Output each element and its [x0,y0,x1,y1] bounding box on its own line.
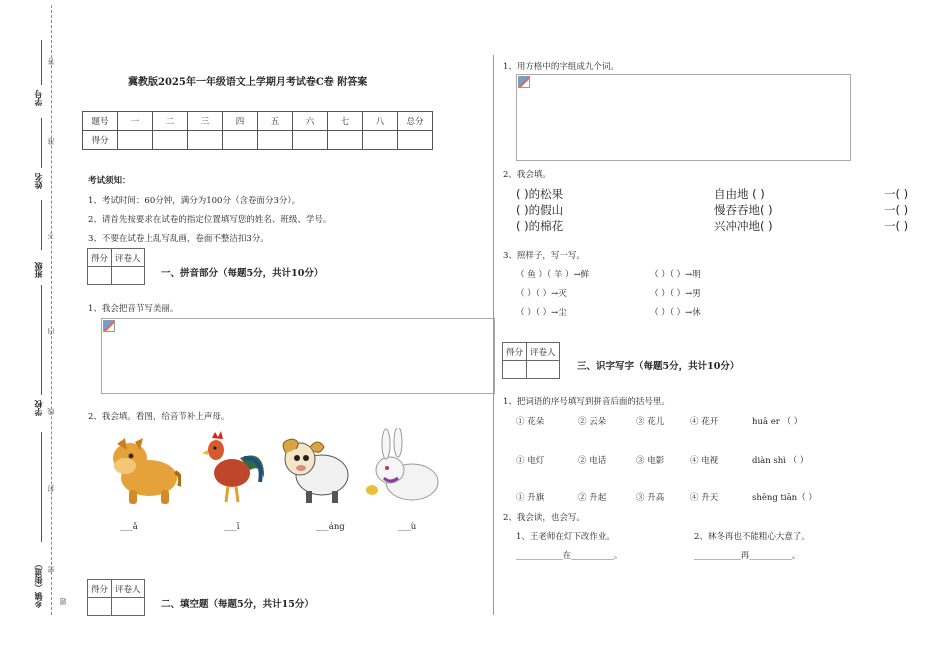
score-cell[interactable] [223,131,258,150]
score-box-2 [87,579,145,616]
word-1-4: ④ 花开 [690,417,719,427]
header-cell: 七 [328,112,363,131]
row-label: 得分 [83,131,118,150]
binding-line-5 [41,432,42,542]
notice-item-3: 3、不要在试卷上乱写乱画，卷面不整洁扣3分。 [88,234,269,244]
section-1-title: 一、拼音部分（每题5分，共计10分） [161,268,324,279]
score-box-input[interactable] [112,267,145,285]
sentence-2: 2、林冬再也不能粗心大意了。 [694,532,810,542]
word-2-4: ④ 电视 [690,456,719,466]
word-2-3: ③ 电影 [636,456,665,466]
idiom-mid-3[interactable]: 兴冲冲地( ) [714,219,773,233]
binding-mark-6: 封 [47,485,55,492]
score-box-grader: 评卷人 [112,580,145,598]
idiom-mid-1[interactable]: 自由地 ( ) [714,187,765,201]
score-box-1 [87,248,145,285]
score-box-grader: 评卷人 [112,249,145,267]
binding-dashed-line [51,5,52,615]
binding-mark-8: 题 [59,598,67,605]
r-q3: 3、照样子，写一写。 [503,251,585,261]
score-box-score: 得分 [503,343,527,361]
score-box-input[interactable] [112,598,145,616]
example-left-1: （ 鱼 ）（ 羊 ）→鲜 [516,270,590,280]
score-box-3 [502,342,560,379]
binding-line-2 [41,118,42,168]
score-cell[interactable] [398,131,433,150]
word-3-2: ② 升起 [578,493,607,503]
score-box-score: 得分 [88,580,112,598]
writing-area[interactable] [101,318,495,394]
section-2-title: 二、填空题（每题5分，共计15分） [161,599,314,610]
rooster-image [200,428,268,508]
header-cell: 八 [363,112,398,131]
example-left-3[interactable]: （ ）（ ）→尘 [516,308,567,318]
idiom-left-1[interactable]: ( )的松果 [516,187,564,201]
score-box-score: 得分 [88,249,112,267]
score-box-input[interactable] [88,598,112,616]
idiom-mid-2[interactable]: 慢吞吞地( ) [714,203,773,217]
word-3-1: ① 升旗 [516,493,545,503]
s3-q1: 1、把词语的序号填写到拼音后面的括号里。 [503,397,670,407]
example-right-1[interactable]: （ ）（ ）→明 [650,270,701,280]
idiom-right-2[interactable]: 一( ) [884,203,909,217]
word-3-3: ③ 升高 [636,493,665,503]
notice-heading: 考试须知： [88,176,131,186]
s3-q2: 2、我会读，也会写。 [503,513,585,523]
sentence-1: 1、王老师在灯下改作业。 [516,532,615,542]
header-cell: 题号 [83,112,118,131]
section-3-title: 三、识字写字（每题5分，共计10分） [577,361,740,372]
student-id-label: 学号 [34,90,43,106]
score-cell[interactable] [293,131,328,150]
binding-line-3 [41,200,42,250]
word-2-2: ② 电话 [578,456,607,466]
score-table-score-row [83,131,433,150]
score-box-grader: 评卷人 [527,343,560,361]
pinyin-2[interactable]: diàn shì （ ） [752,456,809,466]
township-label: 乡镇（街道） [34,560,43,608]
fill-2[interactable]: ___________再__________。 [694,551,801,561]
score-cell[interactable] [188,131,223,150]
blank-rooster[interactable]: ___ī [224,522,240,532]
word-1-1: ① 花朵 [516,417,545,427]
score-cell[interactable] [153,131,188,150]
fill-1[interactable]: ___________在__________。 [516,551,623,561]
score-table [82,111,433,150]
binding-mark-3: 不 [47,232,55,239]
page-title: 冀教版2025年一年级语文上学期月考试卷C卷 附答案 [128,77,368,88]
word-1-3: ③ 花儿 [636,417,665,427]
rabbit-image [362,428,442,506]
binding-line-1 [41,40,42,85]
header-cell: 一 [118,112,153,131]
example-left-2[interactable]: （ ）（ ）→灭 [516,289,567,299]
score-table-header-row [83,112,433,131]
binding-mark-5: 线 [47,408,55,415]
header-cell: 六 [293,112,328,131]
example-right-2[interactable]: （ ）（ ）→男 [650,289,701,299]
r-q1: 1、用方格中的字组成九个词。 [503,62,619,72]
broken-image-icon [103,320,115,332]
score-box-input[interactable] [503,361,527,379]
header-cell: 二 [153,112,188,131]
s1-q1: 1、我会把音节写美丽。 [88,304,179,314]
score-cell[interactable] [118,131,153,150]
binding-mark-4: 内 [47,328,55,335]
word-3-4: ④ 升天 [690,493,719,503]
broken-image-icon [518,76,530,88]
example-right-3[interactable]: （ ）（ ）→休 [650,308,701,318]
score-box-input[interactable] [88,267,112,285]
idiom-right-3[interactable]: 一( ) [884,219,909,233]
notice-item-2: 2、请首先按要求在试卷的指定位置填写您的姓名、班级、学号。 [88,215,332,225]
score-cell[interactable] [258,131,293,150]
blank-sheep[interactable]: ___áng [316,522,345,532]
column-divider [493,55,494,615]
r-q2: 2、我会填。 [503,170,551,180]
sheep-image [276,433,351,508]
blank-rabbit[interactable]: ___ù [398,522,417,532]
idiom-right-1[interactable]: 一( ) [884,187,909,201]
character-grid[interactable] [516,74,851,161]
header-cell: 三 [188,112,223,131]
binding-mark-7: 密 [47,566,55,573]
pinyin-1[interactable]: huā er （ ） [752,417,803,427]
header-cell: 五 [258,112,293,131]
header-cell: 总分 [398,112,433,131]
pinyin-3[interactable]: shēng tiān（ ） [752,493,817,503]
word-1-2: ② 云朵 [578,417,607,427]
name-label: 姓名 [34,173,43,189]
school-label: 学校 [34,400,43,416]
word-2-1: ① 电灯 [516,456,545,466]
idiom-left-3[interactable]: ( )的棉花 [516,219,564,233]
header-cell: 四 [223,112,258,131]
idiom-left-2[interactable]: ( )的假山 [516,203,564,217]
score-cell[interactable] [363,131,398,150]
score-box-input[interactable] [527,361,560,379]
blank-horse[interactable]: ___ǎ [120,522,138,532]
binding-mark-2: 准 [47,138,55,145]
s1-q2: 2、我会填。看图，给音节补上声母。 [88,412,230,422]
score-cell[interactable] [328,131,363,150]
class-label: 班级 [34,262,43,278]
horse-image [105,432,181,507]
binding-line-4 [41,285,42,395]
notice-item-1: 1、考试时间：60分钟，满分为100分（含卷面分3分）。 [88,196,301,206]
binding-mark-1: 答 [47,58,55,65]
